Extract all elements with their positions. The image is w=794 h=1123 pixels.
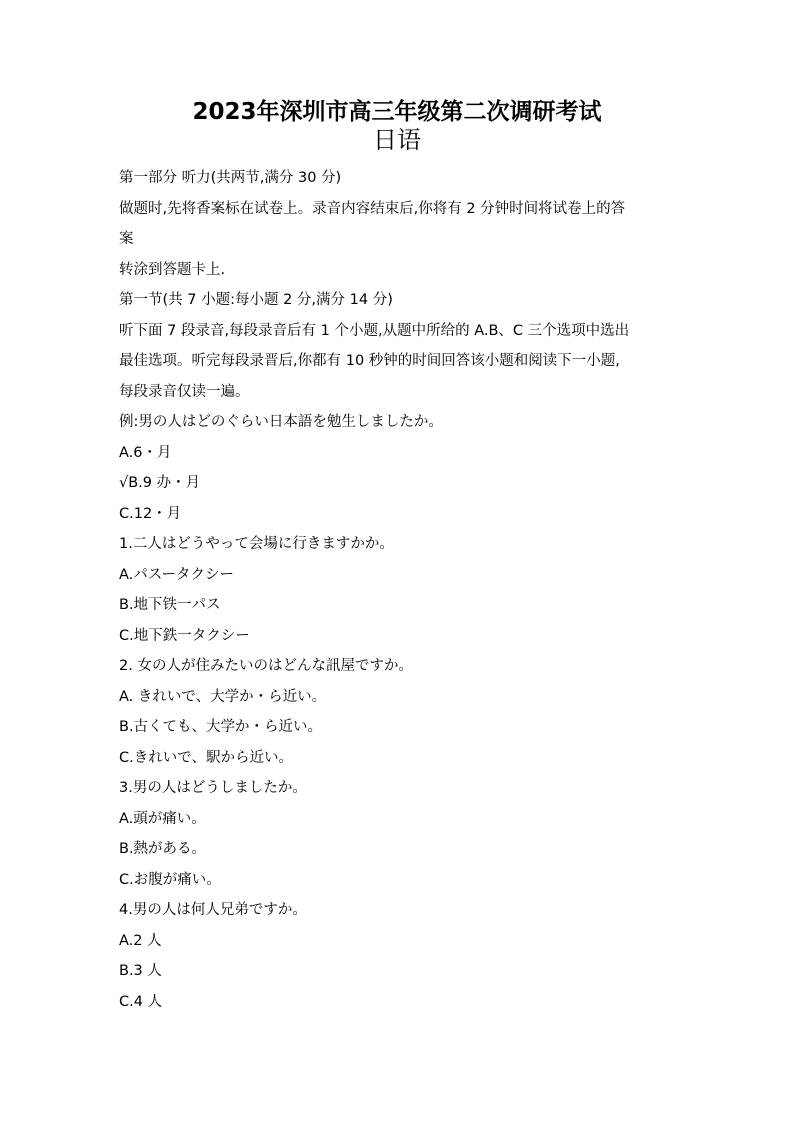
answer-option: C.きれいで、駅から近い。 xyxy=(119,749,293,766)
part1-instruction: 案 xyxy=(119,231,134,247)
page-subtitle: 日语 xyxy=(373,126,421,154)
question-text: 2. 女の人が住みたいのはどんな訊屋ですか。 xyxy=(119,658,413,674)
answer-option: C.お腹が痛い。 xyxy=(119,871,221,888)
answer-option: C.4 人 xyxy=(119,993,163,1010)
answer-option: B.古くても、大学か・ら近い。 xyxy=(119,719,323,735)
answer-option: B.地下铁一パス xyxy=(119,597,221,613)
answer-option: B.熱がある。 xyxy=(119,841,207,857)
question-text: 1.二人はどうやって会場に行きますかか。 xyxy=(119,536,394,552)
question-text: 3.男の人はどうしましたか。 xyxy=(119,780,307,796)
answer-option: A.2 人 xyxy=(119,932,162,949)
answer-option: A.頭が痛い。 xyxy=(119,810,206,827)
example-option: A.6・月 xyxy=(119,444,172,461)
answer-option: C.地下鉄一タクシー xyxy=(119,627,250,644)
section1-instruction: 最佳选项。听完每段录晋后,你都有 10 秒钟的时间回答该小题和阅读下一小题, xyxy=(119,353,620,369)
document-body xyxy=(119,163,679,1017)
example-question: 例:男の人はどのぐらい日本語を勉生しましたか。 xyxy=(119,414,443,430)
answer-option: B.3 人 xyxy=(119,963,162,979)
example-option: √B.9 办・月 xyxy=(119,475,201,491)
question-text: 4.男の人は何人兄弟ですか。 xyxy=(119,902,307,918)
answer-option: A. きれいで、大学か・ら近い。 xyxy=(119,688,327,705)
section1-heading: 第一节(共 7 小题:每小题 2 分,满分 14 分) xyxy=(119,292,393,308)
part1-heading: 第一部分 听力(共两节,满分 30 分) xyxy=(119,170,342,186)
part1-instruction: 转涂到答题卡上. xyxy=(119,261,226,278)
page-title: 2023年深圳市高三年级第二次调研考试 xyxy=(192,99,602,125)
example-option: C.12・月 xyxy=(119,505,182,522)
section1-instruction: 每段录音仅读一遍。 xyxy=(119,383,250,400)
part1-instruction: 做题时,先将香案标在试卷上。录音内容结束后,你将有 2 分钟时间将试卷上的答 xyxy=(119,200,626,217)
section1-instruction: 听下面 7 段录音,每段录音后有 1 个小题,从题中所给的 A.B、C 三个选项中选出 xyxy=(119,322,630,339)
answer-option: A.パスータクシー xyxy=(119,566,235,583)
